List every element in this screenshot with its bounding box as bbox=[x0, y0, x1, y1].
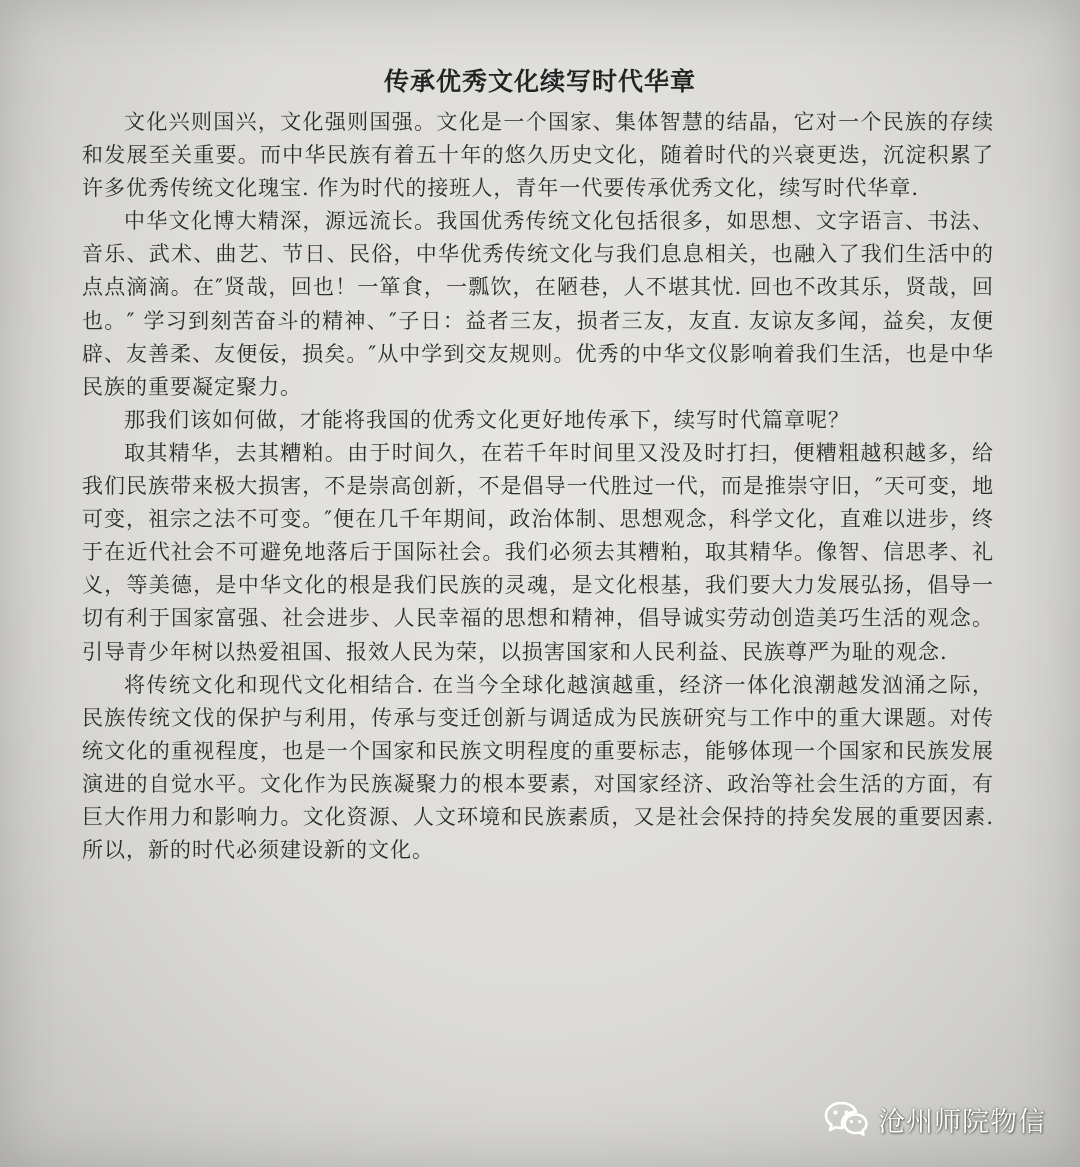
article-body bbox=[82, 106, 994, 867]
paragraph-2: 中华文化博大精深，源远流长。我国优秀传统文化包括很多，如思想、文字语言、书法、音乐、武术、曲艺、节日、民俗，中华优秀传统文化与我们息息相关，也融入了我们生活中的点点滴滴。在″贤哉，回也！一箪食，一瓢饮，在陋巷，人不堪其忧. 回也不改其乐，贤哉，回也。″ 学习到刻苦奋斗的精神、″子日：益者三友，损者三友，友直. 友谅友多闻，益矣，友便辟、友善柔、友便佞，损矣。″从中学到交友规则。优秀的中华文仪影响着我们生活，也是中华民族的重要凝定聚力。 bbox=[82, 209, 994, 399]
paragraph-1: 文化兴则国兴，文化强则国强。文化是一个国家、集体智慧的结晶，它对一个民族的存续和发展至关重要。而中华民族有着五十年的悠久历史文化，随着时代的兴衰更迭，沉淀积累了许多优秀传统文化瑰宝. 作为时代的接班人，青年一代要传承优秀文化，续写时代华章. bbox=[82, 110, 994, 201]
paragraph-3: 那我们该如何做，才能将我国的优秀文化更好地传承下，续写时代篇章呢？ bbox=[124, 407, 850, 432]
paragraph-5: 将传统文化和现代文化相结合. 在当今全球化越演越重，经济一体化浪潮越发汹涌之际，民族传统文伐的保护与利用，传承与变迁创新与调适成为民族研究与工作中的重大课题。对传统文化的重视程度，也是一个国家和民族文明程度的重要标志，能够体现一个国家和民族发展演进的自觉水平。文化作为民族凝聚力的根本要素，对国家经济、政治等社会生活的方面，有巨大作用力和影响力。文化资源、人文环境和民族素质，又是社会保持的持矣发展的重要因素. 所以，新的时代必须建设新的文化。 bbox=[82, 672, 994, 863]
page-title: 传承优秀文化续写时代华章 bbox=[383, 67, 696, 96]
account-watermark bbox=[824, 1096, 1046, 1142]
watermark-text: 沧州师院物信 bbox=[878, 1106, 1046, 1138]
wechat-icon bbox=[824, 1099, 868, 1139]
paragraph-4: 取其精华，去其糟粕。由于时间久，在若千年时间里又没及时打扫，便糟粗越积越多，给我们民族带来极大损害，不是崇高创新，不是倡导一代胜过一代，而是推崇守旧，″天可变，地可变，祖宗之法不可变。″便在几千年期间，政治体制、思想观念，科学文化，直难以进步，终于在近代社会不可避免地落后于国际社会。我们必须去其糟粕，取其精华。像智、信思孝、礼义，等美德，是中华文化的根是我们民族的灵魂，是文化根基，我们要大力发展弘扬，倡导一切有利于国家富强、社会进步、人民幸福的思想和精神，倡导诚实劳动创造美巧生活的观念。引导青少年树以热爱祖国、报效人民为荣，以损害国家和人民利益、民族尊严为耻的观念. bbox=[82, 440, 994, 664]
